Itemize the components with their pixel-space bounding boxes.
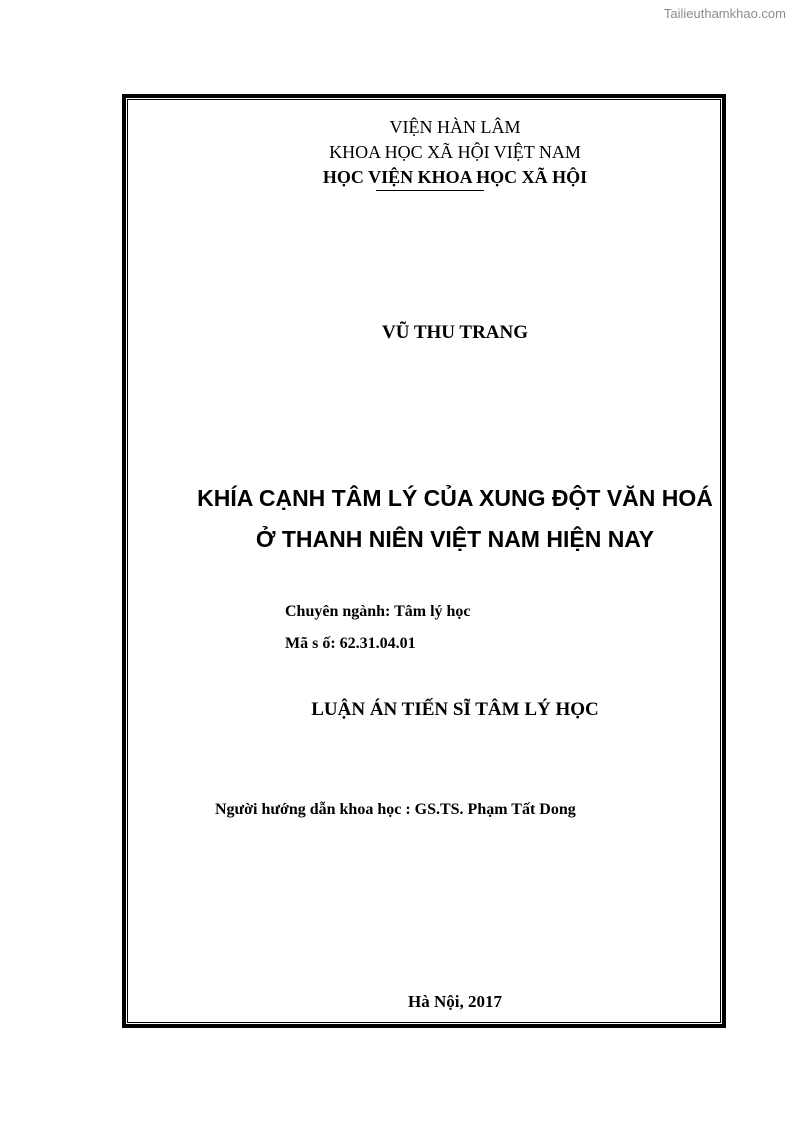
page-border-inner [127, 99, 721, 1023]
scientific-advisor: Người hướng dẫn khoa học : GS.TS. Phạm Tất Dong [215, 801, 576, 818]
watermark-text: Tailieuthamkhao.com [663, 6, 786, 21]
place-and-year: Hà Nội, 2017 [408, 992, 502, 1011]
institution-line-1: VIỆN HÀN LÂM [389, 117, 521, 137]
institution-underline [376, 190, 484, 191]
institution-line-3: HỌC VIỆN KHOA HỌC XÃ HỘI [322, 167, 588, 187]
degree-title: LUẬN ÁN TIẾN SĨ TÂM LÝ HỌC [311, 699, 599, 720]
thesis-title-line-2: Ở THANH NIÊN VIỆT NAM HIỆN NAY [255, 526, 655, 552]
specialization-code: Mã s ố: 62.31.04.01 [285, 635, 416, 652]
thesis-title-line-1: KHÍA CẠNH TÂM LÝ CỦA XUNG ĐỘT VĂN HOÁ [197, 485, 713, 511]
specialization: Chuyên ngành: Tâm lý học [285, 603, 471, 620]
institution-line-2: KHOA HỌC XÃ HỘI VIỆT NAM [329, 142, 581, 162]
author-name: VŨ THU TRANG [381, 322, 529, 343]
